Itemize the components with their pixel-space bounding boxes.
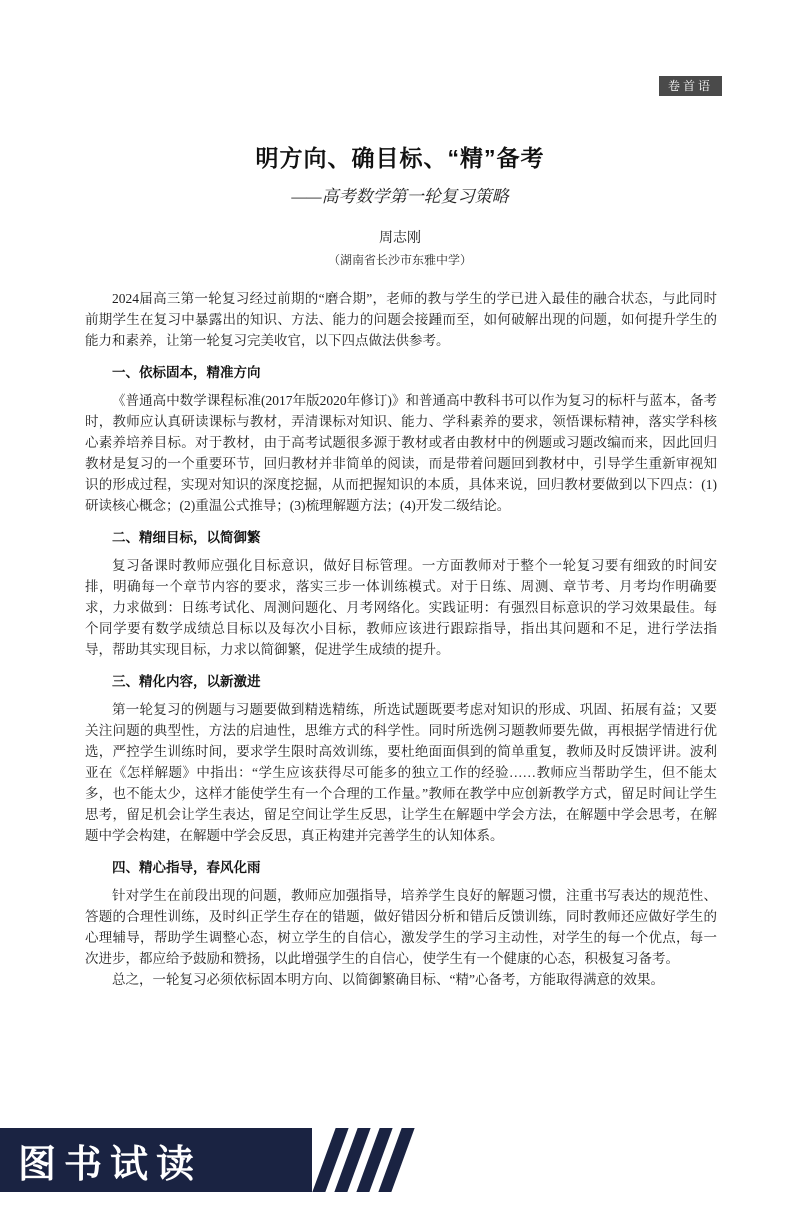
column-tag — [659, 76, 722, 96]
intro-paragraph: 2024届高三第一轮复习经过前期的“磨合期”，老师的教与学生的学已进入最佳的融合状态，与此同时前期学生在复习中暴露出的知识、方法、能力的问题会接踵而至，如何破解出现的问题，如何提升学生的能力和素养，让第一轮复习完美收官，以下四点做法供参考。 — [85, 291, 717, 348]
section-heading-2: 二、精细目标，以简御繁 — [112, 530, 261, 545]
book-preview-banner — [0, 1128, 312, 1192]
article-title: 明方向、确目标、“精”备考 — [255, 145, 545, 171]
section-body-3: 第一轮复习的例题与习题要做到精选精练，所选试题既要考虑对知识的形成、巩固、拓展有益；又要关注问题的典型性，方法的启迪性，思维方式的科学性。同时所选例习题教师要先做，再根据学情进行优选，严控学生训练时间，要求学生限时高效训练，要杜绝面面俱到的简单重复，教师及时反馈评讲。波利亚在《怎样解题》中指出：“学生应该获得尽可能多的独立工作的经验……教师应当帮助学生，但不能太多，也不能太少，这样才能使学生有一个合理的工作量。”教师在教学中应创新教学方式，留足时间让学生思考，留足机会让学生表达，留足空间让学生反思，让学生在解题中学会方法，在解题中学会思考，在解题中学会构建，在解题中学会反思，真正构建并完善学生的认知体系。 — [85, 702, 717, 843]
section-heading-1: 一、依标固本，精准方向 — [112, 365, 261, 380]
article-subtitle: ——高考数学第一轮复习策略 — [291, 187, 509, 206]
section-body-2: 复习备课时教师应强化目标意识，做好目标管理。一方面教师对于整个一轮复习要有细致的时间安排，明确每一个章节内容的要求，落实三步一体训练模式。对于日练、周测、章节考、月考均作明确要求，力求做到：日练考试化、周测问题化、月考网络化。实践证明：有强烈目标意识的学习效果最佳。每个同学要有数学成绩总目标以及每次小目标，教师应该进行跟踪指导，指出其问题和不足，进行学法指导，帮助其实现目标，力求以简御繁，促进学生成绩的提升。 — [85, 558, 717, 657]
article-body — [85, 288, 717, 990]
section-body-4: 针对学生在前段出现的问题，教师应加强指导，培养学生良好的解题习惯，注重书写表达的规范性、答题的合理性训练，及时纠正学生存在的错题，做好错因分析和错后反馈训练，同时教师还应做好学生的心理辅导，帮助学生调整心态，树立学生的自信心，激发学生的学习主动性，对学生的每一个优点，每一次进步，都应给予鼓励和赞扬，以此增强学生的自信心，使学生有一个健康的心态，积极复习备考。 — [85, 888, 717, 966]
book-preview-banner-label: 图书试读 — [18, 1143, 203, 1186]
column-tag-label: 卷首语 — [667, 79, 713, 93]
section-heading-3: 三、精化内容，以新激进 — [112, 674, 261, 689]
author-name: 周志刚 — [379, 229, 421, 245]
conclusion-paragraph: 总之，一轮复习必须依标固本明方向、以简御繁确目标、“精”心备考，方能取得满意的效果。 — [112, 972, 664, 987]
section-heading-4: 四、精心指导，春风化雨 — [112, 860, 261, 875]
author-affiliation: （湖南省长沙市东雅中学） — [327, 253, 472, 267]
section-body-1: 《普通高中数学课程标准(2017年版2020年修订)》和普通高中教科书可以作为复习的标杆与蓝本，备考时，教师应认真研读课标与教材，弄清课标对知识、能力、学科素养的要求，领悟课标精神，落实学科核心素养培养目标。对于教材，由于高考试题很多源于教材或者由教材中的例题或习题改编而来，因此回归教材是复习的一个重要环节，回归教材并非简单的阅读，而是带着问题回到教材中，引导学生重新审视知识的形成过程，实现对知识的深度挖掘，从而把握知识的本质，具体来说，回归教材要做到以下四点：(1)研读核心概念；(2)重温公式推导；(3)梳理解题方法；(4)开发二级结论。 — [85, 393, 717, 513]
diagonal-stripes-decoration — [324, 1128, 403, 1192]
